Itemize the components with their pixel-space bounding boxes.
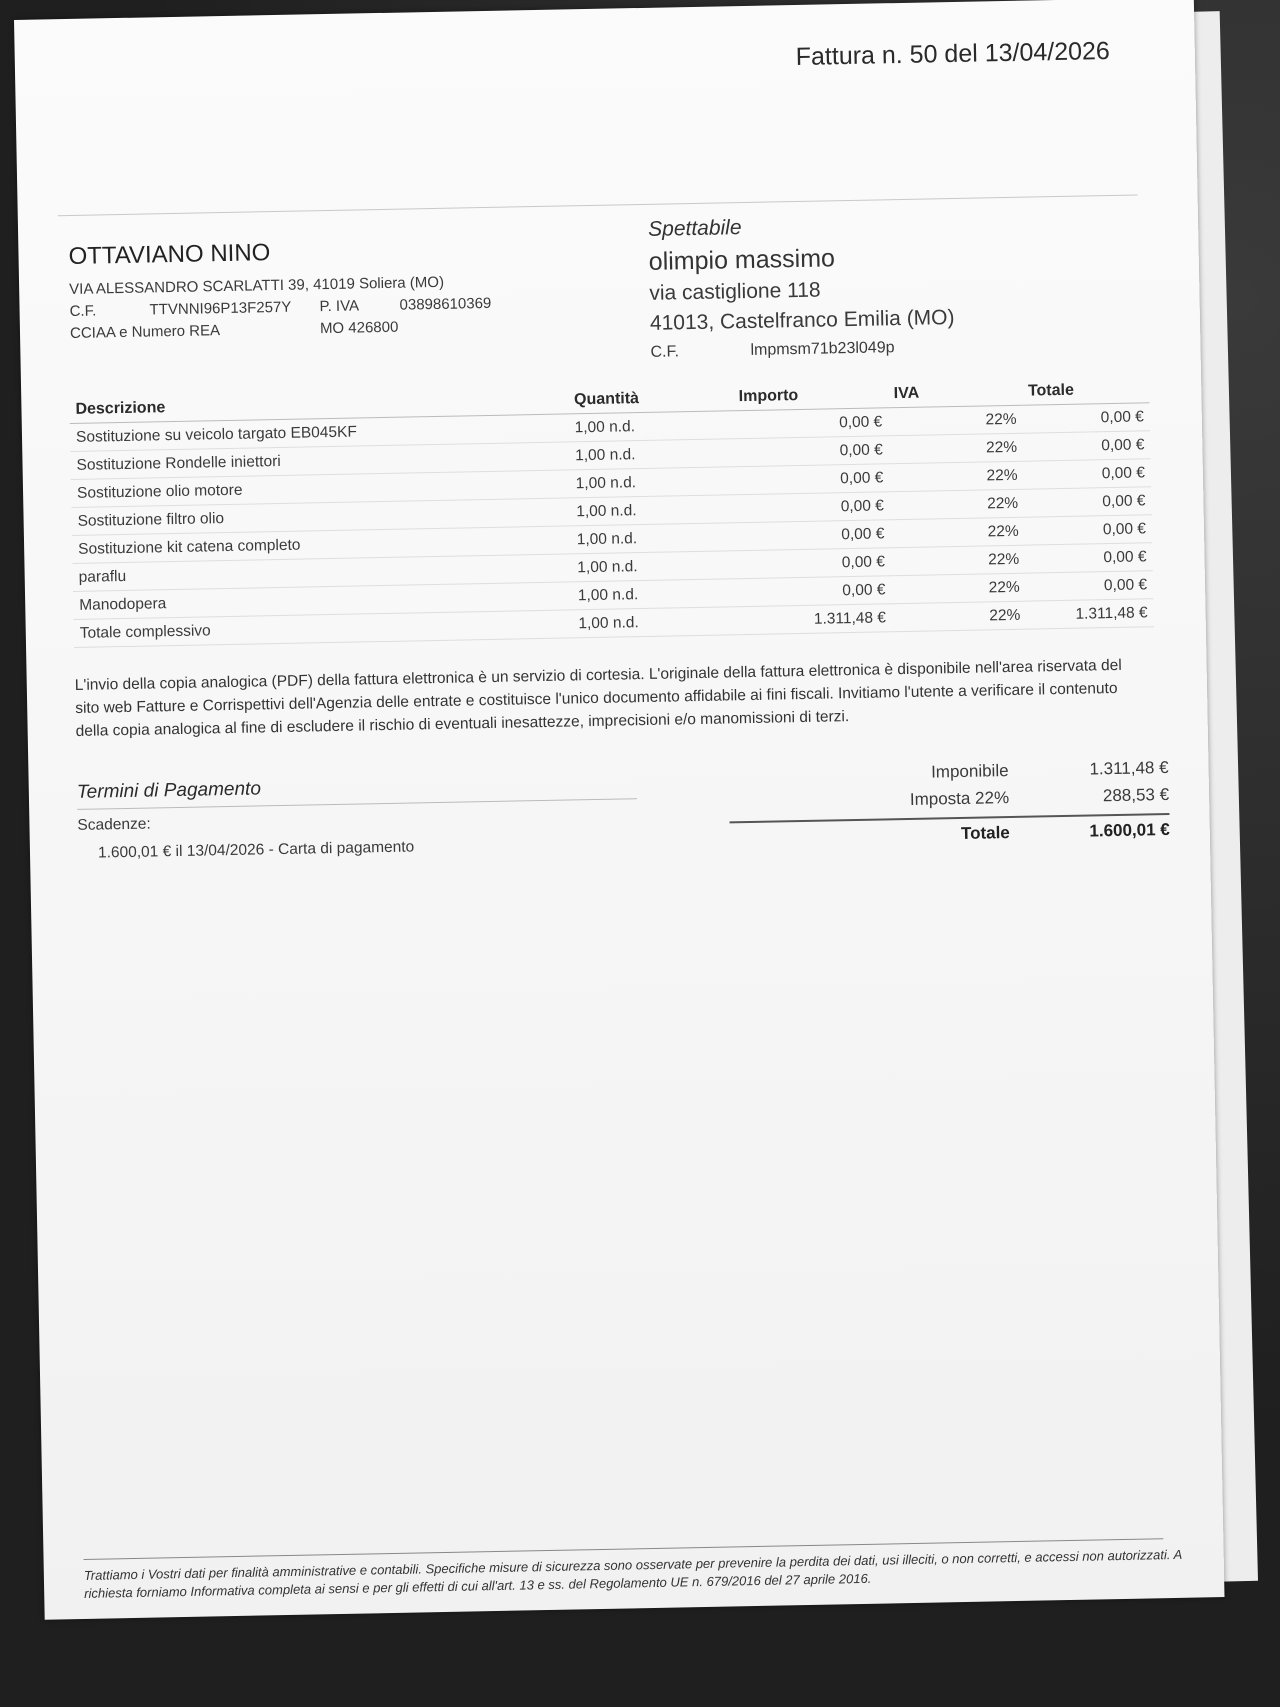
cell-total: 1.311,48 € bbox=[1026, 599, 1154, 629]
payment-due-entry: 1.600,01 € il 13/04/2026 - Carta di pagamento bbox=[97, 838, 415, 862]
cell-amount: 0,00 € bbox=[736, 576, 892, 607]
cell-vat: 22% bbox=[889, 461, 1024, 492]
header-iva: IVA bbox=[887, 377, 1022, 408]
seller-piva-label: P. IVA bbox=[319, 297, 360, 316]
imponibile-value: 1.311,48 € bbox=[1089, 757, 1169, 779]
cell-description: Manodopera bbox=[73, 582, 572, 620]
privacy-footer: Trattiamo i Vostri dati per finalità amministrative e contabili. Specifiche misure di sicurezza sono osservate per prevenire la perdita dei dati, usi illeciti, o non corretti, e accessi non autorizzati. A richiesta forniamo Informativa completa ai sensi e per gli effetti di cui all'art. 13 e ss. del Regolamento UE n. 679/2016 del 27 aprile 2016. bbox=[83, 1546, 1182, 1601]
cell-quantity: 1,00 n.d. bbox=[569, 439, 734, 470]
cell-total: 0,00 € bbox=[1024, 487, 1152, 517]
cell-quantity: 1,00 n.d. bbox=[572, 607, 737, 638]
summary-imponibile bbox=[728, 758, 1168, 786]
header-totale: Totale bbox=[1022, 374, 1150, 405]
header-divider bbox=[58, 194, 1138, 216]
seller-piva-value: 03898610369 bbox=[399, 294, 492, 314]
seller-rea-label: CCIAA e Numero REA bbox=[69, 322, 221, 342]
cell-amount: 0,00 € bbox=[733, 408, 889, 439]
customer-cf-value: lmpmsm71b23l049p bbox=[750, 339, 895, 359]
cell-description: Sostituzione filtro olio bbox=[71, 498, 570, 536]
cell-total: 0,00 € bbox=[1022, 403, 1150, 433]
cell-total: 0,00 € bbox=[1023, 431, 1151, 461]
totale-value: 1.600,01 € bbox=[1089, 819, 1170, 841]
payment-terms-title: Termini di Pagamento bbox=[76, 778, 262, 803]
cell-vat: 22% bbox=[888, 433, 1023, 464]
seller-cf-label: C.F. bbox=[69, 302, 97, 320]
cell-description: Totale complessivo bbox=[74, 610, 573, 648]
cell-quantity: 1,00 n.d. bbox=[572, 579, 737, 610]
cell-total: 0,00 € bbox=[1025, 543, 1153, 573]
cell-description: Sostituzione kit catena completo bbox=[72, 526, 571, 564]
cell-amount: 1.311,48 € bbox=[737, 604, 893, 635]
cell-vat: 22% bbox=[890, 489, 1025, 520]
header-descrizione: Descrizione bbox=[69, 385, 568, 423]
invoice-title: Fattura n. 50 del 13/04/2026 bbox=[795, 36, 1111, 71]
summary-totale bbox=[730, 820, 1170, 848]
cell-amount: 0,00 € bbox=[735, 520, 891, 551]
cell-description: Sostituzione olio motore bbox=[71, 470, 570, 508]
customer-cf-label: C.F. bbox=[650, 343, 680, 361]
cell-description: Sostituzione Rondelle iniettori bbox=[70, 442, 569, 480]
cell-amount: 0,00 € bbox=[734, 436, 890, 467]
customer-heading: Spettabile bbox=[647, 216, 742, 241]
header-quantita: Quantità bbox=[568, 382, 733, 414]
cell-amount: 0,00 € bbox=[735, 492, 891, 523]
seller-cf-value: TTVNNI96P13F257Y bbox=[149, 298, 292, 319]
cell-amount: 0,00 € bbox=[734, 464, 890, 495]
cell-total: 0,00 € bbox=[1023, 459, 1151, 489]
cell-vat: 22% bbox=[890, 517, 1025, 548]
imponibile-label: Imponibile bbox=[930, 761, 1009, 782]
customer-city: 41013, Castelfranco Emilia (MO) bbox=[649, 306, 955, 335]
cell-vat: 22% bbox=[891, 545, 1026, 576]
cell-quantity: 1,00 n.d. bbox=[571, 551, 736, 582]
cell-quantity: 1,00 n.d. bbox=[569, 467, 734, 498]
imposta-value: 288,53 € bbox=[1102, 784, 1170, 806]
cell-total: 0,00 € bbox=[1025, 571, 1153, 601]
cell-amount: 0,00 € bbox=[736, 548, 892, 579]
cell-vat: 22% bbox=[892, 601, 1027, 632]
cell-quantity: 1,00 n.d. bbox=[568, 411, 733, 442]
seller-address: VIA ALESSANDRO SCARLATTI 39, 41019 Soliera (MO) bbox=[69, 273, 445, 298]
totale-label: Totale bbox=[960, 823, 1010, 843]
seller-rea-value: MO 426800 bbox=[319, 318, 399, 338]
items-table bbox=[69, 374, 1154, 648]
legal-notice: L'invio della copia analogica (PDF) della fattura elettronica è un servizio di cortesia. L'originale della fattura elettronica è disponibile nell'area riservata del sito web Fatture e Corrispettivi dell'Agenzia delle entrate e costituisce l'unico documento affidabile ai fini fiscali. Invitiamo l'utente a verificare il contenuto della copia analogica al fine di escludere il rischio di eventuali inesattezze, imprecisioni e/o manomissioni di terzi. bbox=[74, 656, 1122, 740]
cell-description: Sostituzione su veicolo targato EB045KF bbox=[70, 414, 569, 452]
cell-quantity: 1,00 n.d. bbox=[571, 523, 736, 554]
cell-quantity: 1,00 n.d. bbox=[570, 495, 735, 526]
cell-vat: 22% bbox=[891, 573, 1026, 604]
header-importo: Importo bbox=[732, 379, 888, 410]
imposta-label: Imposta 22% bbox=[909, 788, 1010, 809]
payment-due-label: Scadenze: bbox=[77, 815, 151, 834]
summary-imposta bbox=[729, 785, 1169, 813]
customer-street: via castiglione 118 bbox=[649, 278, 821, 305]
seller-name: OTTAVIANO NINO bbox=[68, 239, 271, 270]
cell-vat: 22% bbox=[888, 405, 1023, 436]
invoice-sheet bbox=[14, 0, 1224, 1620]
cell-description: paraflu bbox=[72, 554, 571, 592]
customer-name: olimpio massimo bbox=[648, 244, 836, 276]
cell-total: 0,00 € bbox=[1024, 515, 1152, 545]
